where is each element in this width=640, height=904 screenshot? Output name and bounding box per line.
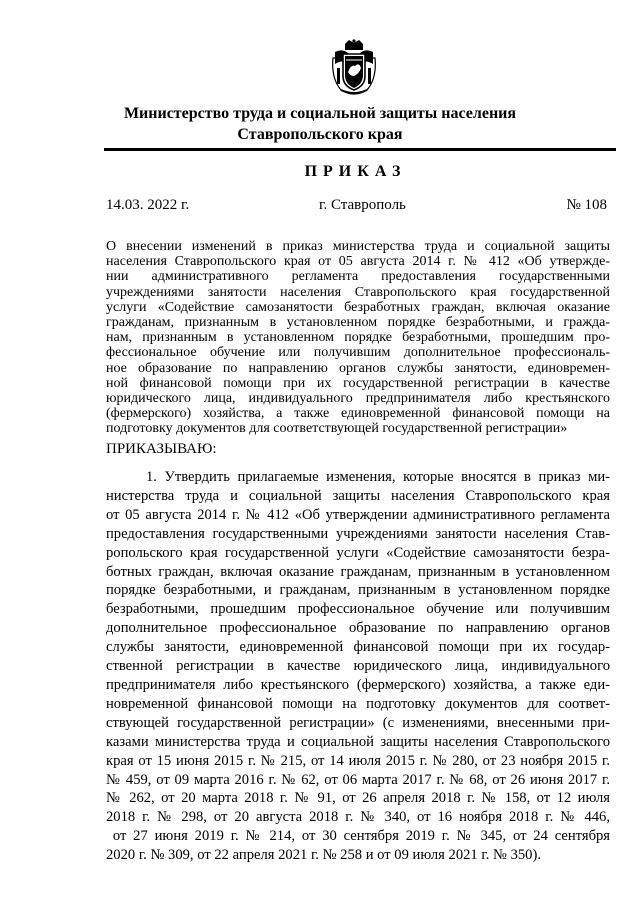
subject-line: юридического лица, индивидуального предпринимателя либо крестьянского (106, 391, 610, 407)
paragraph-line: № 459, от 09 марта 2016 г. № 62, от 06 марта 2017 г. № 68, от 26 июня 2017 г. (106, 771, 610, 788)
subject-line: О внесении изменений в приказ министерства труда и социальной защиты (106, 239, 610, 254)
subject-line: фессиональное обучение или получившим дополнительное профессиональ- (106, 345, 610, 361)
stavropol-coat-of-arms-icon (329, 38, 379, 96)
paragraph-line: ственной регистрации в качестве юридического лица, индивидуального (106, 658, 610, 675)
paragraph-line: 2018 г. № 298, от 20 августа 2018 г. № 340, от 16 ноября 2018 г. № 446, (106, 809, 610, 826)
subject-line: ной финансовой помощи при их государственной регистрации в качестве (106, 375, 610, 391)
paragraph-line: предоставления государственными учреждениями занятости населения Став- (106, 525, 610, 542)
paragraph-line: ботных граждан, включая оказание гражданам, признанным в установленном (106, 563, 610, 580)
paragraph-line: края от 15 июня 2015 г. № 215, от 14 июля 2015 г. № 280, от 23 ноября 2015 г. (106, 752, 610, 769)
subject-line: ное образование по направлению органов службы занятости, единовремен- (106, 360, 610, 376)
paragraph-line: от 27 июня 2019 г. № 214, от 30 сентября 2019 г. № 345, от 24 сентября (106, 828, 610, 845)
subject-line: нам, признанным в установленном порядке безработными, прошедшим про- (106, 330, 610, 346)
document-date: 14.03. 2022 г. (106, 197, 190, 213)
document-number: № 108 (566, 197, 607, 213)
paragraph-1 (106, 468, 610, 865)
paragraph-line: безработными, прошедшим профессиональное обучение или получившим (106, 601, 610, 618)
decree-word: ПРИКАЗЫВАЮ: (106, 441, 217, 457)
ministry-name-line1: Министерство труда и социальной защиты населения (123, 105, 517, 122)
paragraph-line: от 05 августа 2014 г. № 412 «Об утверждении административного регламента (106, 506, 610, 523)
paragraph-line: ствующей государственной регистрации» (с изменениями, внесенными при- (106, 714, 610, 731)
header-divider (104, 148, 616, 151)
order-subject (106, 239, 610, 437)
subject-line: (фермерского) хозяйства, а также единовременной финансовой помощи на (106, 406, 610, 422)
paragraph-line: 2020 г. № 309, от 22 апреля 2021 г. № 258 и от 09 июля 2021 г. № 350). (106, 847, 541, 864)
paragraph-line: дополнительное профессиональное образование по направлению органов (106, 620, 610, 637)
paragraph-line: предпринимателя либо крестьянского (фермерского) хозяйства, а также еди- (106, 676, 610, 693)
paragraph-line: новременной финансовой помощи на подготовку документов для соответ- (106, 695, 610, 712)
paragraph-line: № 262, от 20 марта 2018 г. № 91, от 26 апреля 2018 г. № 158, от 12 июля (106, 790, 610, 807)
ministry-name-line2: Ставропольского края (237, 126, 403, 143)
paragraph-line: ропольского края государственной услуги «Содействие самозанятости безра- (106, 544, 610, 561)
subject-line: населения Ставропольского края от 05 августа 2014 г. № 412 «Об утвержде- (106, 254, 610, 270)
subject-line: подготовку документов для соответствующей государственной регистрации» (106, 421, 568, 437)
document-city: г. Ставрополь (319, 197, 406, 213)
paragraph-line: казами министерства труда и социальной защиты населения Ставропольского (106, 733, 610, 750)
paragraph-line: 1. Утвердить прилагаемые изменения, которые вносятся в приказ ми- (146, 469, 610, 485)
ministry-name (0, 103, 640, 145)
paragraph-line: порядке безработными, и гражданам, признанным в установленном порядке (106, 582, 610, 599)
subject-line: гражданам, признанным в установленном порядке безработными, и гражда- (106, 315, 610, 331)
subject-line: услуги «Содействие самозанятости безработных граждан, включая оказание (106, 299, 610, 315)
subject-line: учреждениями занятости населения Ставропольского края государственной (106, 284, 610, 300)
document-type-title: ПРИКАЗ (304, 163, 407, 180)
subject-line: нии административного регламента предоставления государственными (106, 269, 610, 285)
paragraph-line: службы занятости, единовременной финансовой помощи при их государ- (106, 639, 610, 656)
paragraph-line: нистерства труда и социальной защиты населения Ставропольского края (106, 487, 610, 504)
